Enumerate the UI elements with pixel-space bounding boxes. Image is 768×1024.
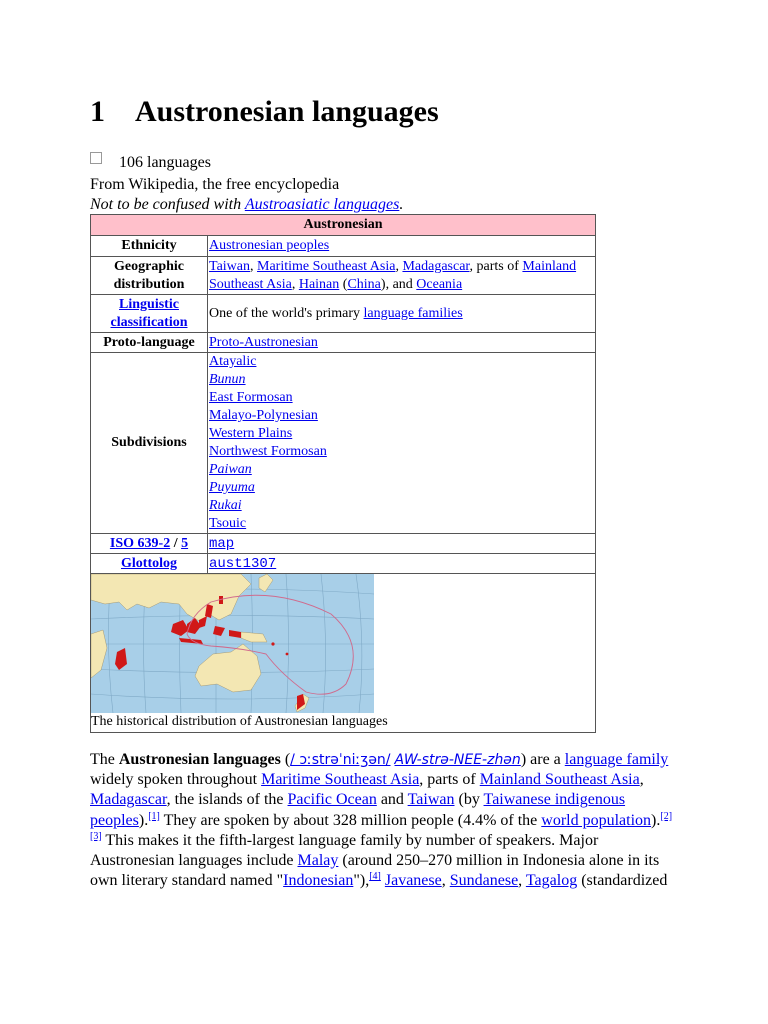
glottolog-label: [91, 554, 208, 574]
map-caption: The historical distribution of Austronesian languages: [91, 714, 388, 729]
distribution-map[interactable]: [91, 574, 374, 713]
geographic-value: [208, 257, 596, 295]
subdivisions-list: [208, 353, 596, 534]
geographic-label: [91, 257, 208, 295]
language-family-link[interactable]: language family: [564, 751, 669, 768]
classification-link[interactable]: classification: [110, 314, 188, 330]
language-families-link[interactable]: language families: [363, 305, 463, 321]
mainland-sea-link[interactable]: Mainland Southeast Asia: [479, 771, 640, 789]
text: The: [90, 751, 119, 768]
subdivision-link[interactable]: Rukai: [209, 498, 242, 513]
linguistic-link[interactable]: Linguistic: [119, 296, 179, 312]
citation-link[interactable]: [2]: [660, 810, 673, 822]
iso-sep: /: [170, 535, 182, 551]
text: , parts of: [419, 771, 480, 789]
indonesian-link[interactable]: Indonesian: [283, 872, 354, 890]
citation-link[interactable]: [3]: [90, 830, 102, 842]
bold-term: Austronesian languages: [118, 751, 281, 768]
site-subtitle: From Wikipedia, the free encyclopedia: [90, 176, 340, 193]
iso-label: [91, 534, 208, 554]
taiwan-link[interactable]: Taiwan: [407, 791, 455, 809]
text: ).: [651, 811, 661, 829]
language-selector-checkbox[interactable]: [90, 152, 102, 164]
text: "),: [353, 872, 370, 890]
citation-link[interactable]: [4]: [369, 871, 381, 883]
proto-language-label: Proto-language: [91, 333, 208, 353]
iso-639-2-link[interactable]: ISO 639-2: [109, 535, 171, 551]
oceania-link[interactable]: Oceania: [416, 276, 463, 292]
hatnote-suffix: .: [399, 196, 404, 213]
hatnote: [90, 195, 403, 215]
paren: (: [339, 276, 348, 292]
taiwanese-indigenous-link[interactable]: Taiwanese indigenous peoples: [90, 791, 626, 829]
geographic-label-line2: distribution: [113, 276, 185, 292]
subdivision-link[interactable]: Tsouic: [209, 516, 247, 531]
and-text: ), and: [380, 276, 417, 292]
subdivision-link[interactable]: Western Plains: [209, 426, 293, 441]
text: (: [280, 751, 291, 768]
text: , the islands of the: [166, 791, 288, 809]
subdivision-link[interactable]: Malayo-Polynesian: [209, 408, 318, 423]
sep: ,: [250, 258, 258, 274]
page-title: [90, 92, 439, 132]
iso-639-5-link[interactable]: 5: [181, 535, 189, 551]
text: and: [376, 791, 408, 809]
msea-link[interactable]: Maritime Southeast Asia: [257, 258, 396, 274]
glottolog-link[interactable]: Glottolog: [121, 555, 177, 571]
world-population-link[interactable]: world population: [541, 811, 652, 829]
geographic-label-line1: Geographic: [114, 258, 184, 274]
subdivision-link[interactable]: Bunun: [209, 372, 246, 387]
infobox-title: Austronesian: [91, 215, 596, 236]
tagalog-link[interactable]: Tagalog: [525, 872, 578, 890]
iso-code-link[interactable]: map: [209, 535, 235, 552]
subdivision-link[interactable]: Paiwan: [209, 462, 252, 477]
sep: ,: [291, 276, 299, 292]
lead-paragraph: [90, 750, 680, 891]
languages-count: 106 languages: [119, 154, 211, 171]
taiwan-link[interactable]: Taiwan: [209, 258, 251, 274]
subdivision-link[interactable]: Northwest Formosan: [209, 444, 327, 459]
pacific-ocean-link[interactable]: Pacific Ocean: [287, 791, 377, 809]
citation-link[interactable]: [1]: [148, 810, 160, 822]
subdivision-link[interactable]: Atayalic: [209, 354, 257, 369]
classification-label: [91, 295, 208, 333]
text: widely spoken throughout: [90, 771, 262, 789]
mainland-sea-link[interactable]: Mainland Southeast Asia: [209, 258, 577, 292]
text: They are spoken by about 328 million people (4.4% of the: [159, 811, 542, 829]
text: ) are a: [520, 751, 565, 768]
map-cell: [91, 574, 596, 733]
infobox: [90, 214, 596, 733]
parts-of-text: , parts of: [469, 258, 523, 274]
text: ,: [518, 872, 526, 890]
malay-link[interactable]: Malay: [297, 852, 339, 870]
hatnote-prefix: Not to be confused with: [90, 196, 245, 213]
javanese-link[interactable]: Javanese: [384, 872, 442, 890]
text: This makes it the fifth-largest language family by number of speakers. Major Austronesian languages include: [90, 831, 599, 870]
msea-link[interactable]: Maritime Southeast Asia: [261, 771, 420, 789]
proto-austronesian-link[interactable]: Proto-Austronesian: [209, 334, 318, 350]
china-link[interactable]: China: [347, 276, 381, 292]
madagascar-link[interactable]: Madagascar: [90, 791, 167, 809]
respelling-link[interactable]: AW-strə-NEE-zhən: [394, 752, 521, 768]
subdivision-link[interactable]: Puyuma: [209, 480, 255, 495]
text: ,: [441, 872, 450, 890]
glottolog-code-link[interactable]: aust1307: [209, 555, 277, 572]
sep: ,: [395, 258, 403, 274]
madagascar-link[interactable]: Madagascar: [402, 258, 470, 274]
title-text: Austronesian languages: [135, 95, 439, 128]
ethnicity-link[interactable]: Austronesian peoples: [209, 238, 330, 253]
sundanese-link[interactable]: Sundanese: [449, 872, 519, 890]
text: (by: [454, 791, 484, 809]
hainan-link[interactable]: Hainan: [298, 276, 340, 292]
austroasiatic-link[interactable]: Austroasiatic languages: [244, 196, 400, 213]
text: ).: [138, 811, 149, 829]
text: ,: [639, 771, 644, 789]
section-number: 1: [90, 95, 105, 128]
text: (around 250–270 million in Indonesia alone in its own literary standard named ": [90, 852, 660, 890]
subdivision-link[interactable]: East Formosan: [209, 390, 293, 405]
languages-count-row: [90, 152, 211, 174]
classification-text: One of the world's primary: [209, 305, 364, 321]
ipa-link[interactable]: / ɔːstrəˈniːʒən/: [290, 752, 391, 768]
subdivisions-label: Subdivisions: [91, 353, 208, 534]
ethnicity-label: Ethnicity: [91, 236, 208, 257]
text: (standardized: [577, 872, 668, 890]
